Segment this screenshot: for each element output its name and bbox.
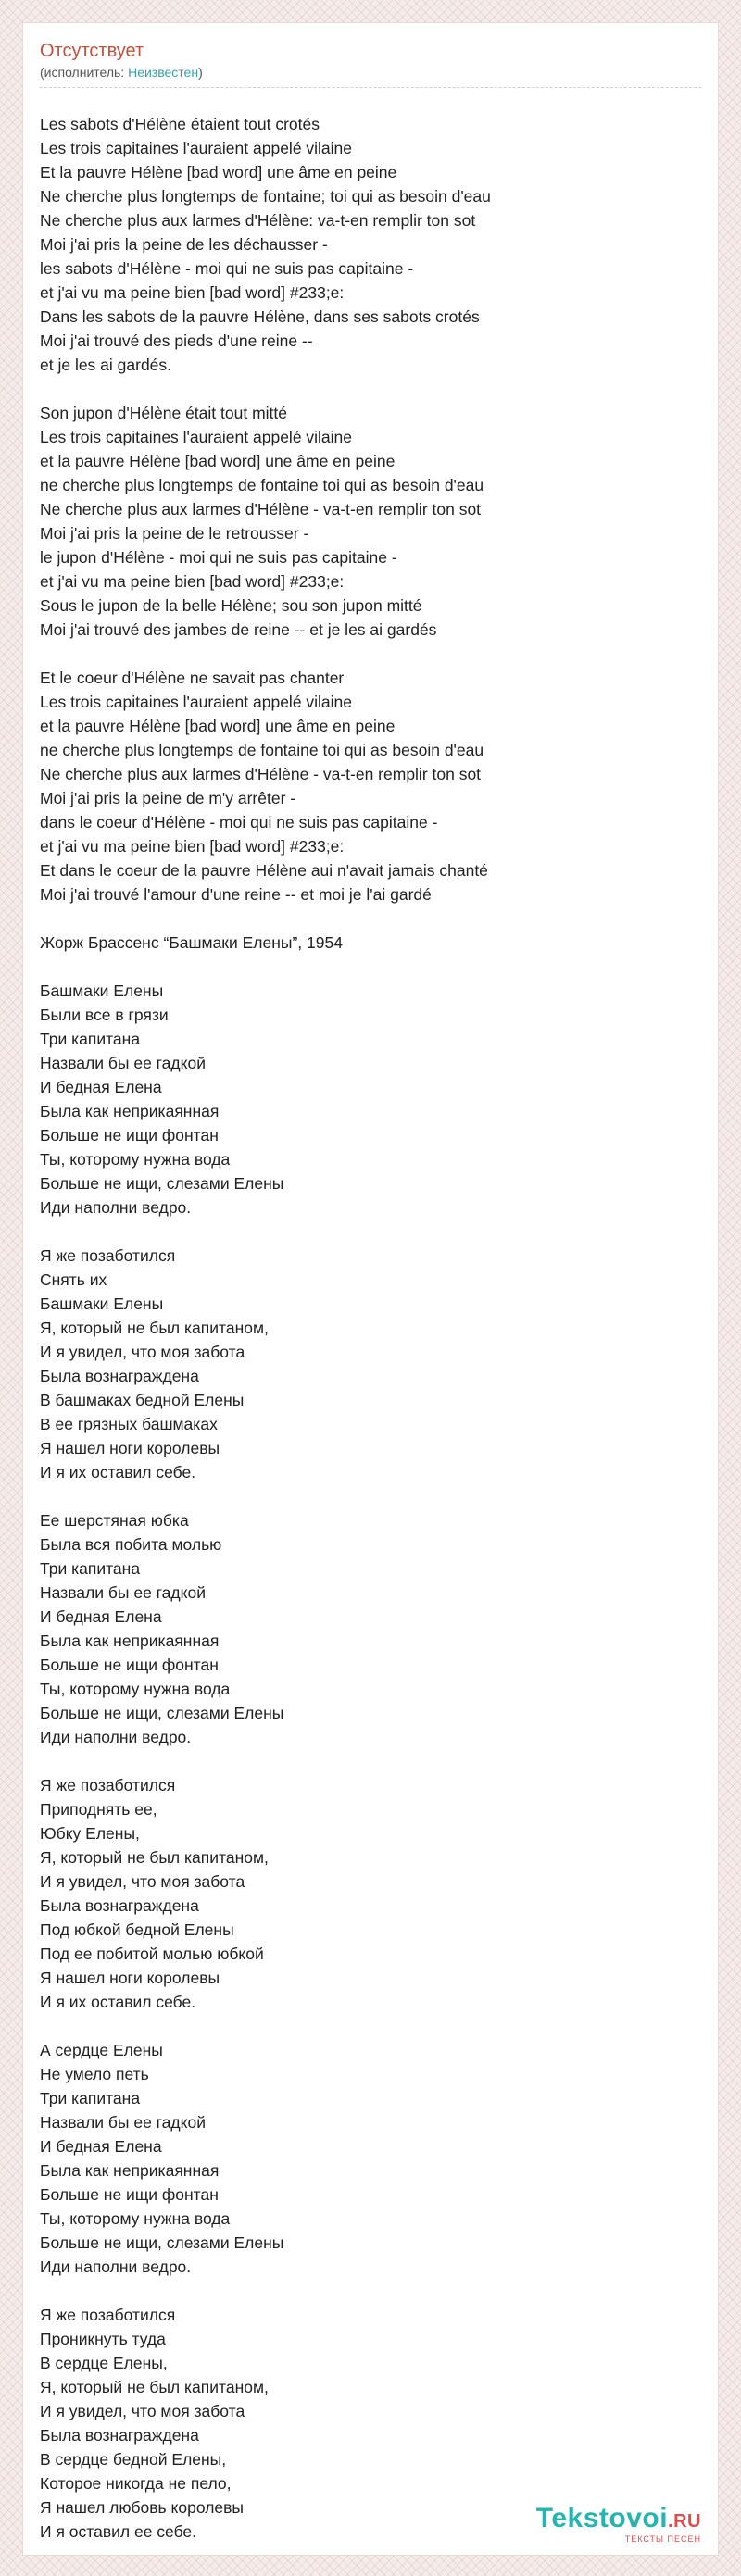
lyric-line: И я увидел, что моя забота bbox=[40, 1343, 245, 1361]
lyric-line: Ты, которому нужна вода bbox=[40, 1680, 231, 1698]
lyric-line: Ne cherche plus aux larmes d'Hélène - va-t-en remplir ton sot bbox=[40, 500, 482, 519]
stanza bbox=[40, 931, 703, 955]
lyric-line: Три капитана bbox=[40, 1030, 141, 1048]
artist-link[interactable]: Неизвестен bbox=[128, 65, 199, 80]
lyric-line: Я, который не был капитаном, bbox=[40, 1319, 269, 1337]
lyric-line: Ее шерстяная юбка bbox=[40, 1511, 189, 1530]
lyric-line: Les trois capitaines l'auraient appelé vilaine bbox=[40, 693, 353, 711]
lyric-line: Больше не ищи фонтан bbox=[40, 1656, 219, 1674]
logo-wordmark bbox=[536, 2504, 701, 2536]
header-divider bbox=[40, 87, 701, 88]
stanza bbox=[40, 979, 703, 1219]
lyric-line: et j'ai vu ma peine bien [bad word] #233;e: bbox=[40, 837, 345, 856]
lyric-line: В сердце Елены, bbox=[40, 2354, 168, 2372]
lyric-line: Была как неприкаянная bbox=[40, 1632, 220, 1650]
lyric-line: Больше не ищи фонтан bbox=[40, 1126, 219, 1144]
lyric-line: И я их оставил себе. bbox=[40, 1993, 196, 2011]
artist-prefix: (исполнитель: bbox=[40, 65, 129, 80]
stanza bbox=[40, 666, 703, 907]
lyric-line: Не умело петь bbox=[40, 2065, 149, 2083]
lyric-line: les sabots d'Hélène - moi qui ne suis pas capitaine - bbox=[40, 259, 414, 278]
lyric-line: Иди наполни ведро. bbox=[40, 1728, 192, 1746]
lyric-line: Была вознаграждена bbox=[40, 2426, 199, 2445]
lyrics-body bbox=[40, 112, 703, 2544]
lyric-line: В сердце бедной Елены, bbox=[40, 2450, 227, 2469]
stanza bbox=[40, 2038, 703, 2279]
lyric-line: Moi j'ai pris la peine de les déchausser - bbox=[40, 235, 328, 254]
lyric-line: Les trois capitaines l'auraient appelé vilaine bbox=[40, 428, 353, 446]
artist-suffix: ) bbox=[198, 65, 203, 80]
artist-line bbox=[40, 64, 701, 81]
lyric-line: Moi j'ai pris la peine de le retrousser - bbox=[40, 524, 309, 543]
lyric-line: Et dans le coeur de la pauvre Hélène aui n'avait jamais chanté bbox=[40, 861, 488, 880]
lyric-line: Ты, которому нужна вода bbox=[40, 1150, 231, 1169]
lyrics-card bbox=[22, 22, 719, 2556]
lyric-line: Была вознаграждена bbox=[40, 1367, 199, 1385]
lyric-line: Башмаки Елены bbox=[40, 1294, 164, 1313]
lyric-line: Приподнять ее, bbox=[40, 1800, 157, 1819]
lyric-line: И бедная Елена bbox=[40, 1607, 162, 1626]
lyric-line: Под ее побитой молью юбкой bbox=[40, 1945, 264, 1963]
lyric-line: Я нашел любовь королевы bbox=[40, 2498, 245, 2517]
lyric-line: Ne cherche plus aux larmes d'Hélène - va-t-en remplir ton sot bbox=[40, 765, 482, 783]
lyric-line: Dans les sabots de la pauvre Hélène, dans ses sabots crotés bbox=[40, 307, 480, 326]
logo-tld: .RU bbox=[668, 2511, 701, 2532]
logo-tagline: ТЕКСТЫ ПЕСЕН bbox=[624, 2534, 701, 2544]
lyric-line: Sous le jupon de la belle Hélène; sou son jupon mitté bbox=[40, 596, 422, 615]
lyric-line: Башмаки Елены bbox=[40, 982, 164, 1000]
lyric-line: Son jupon d'Hélène était tout mitté bbox=[40, 404, 287, 422]
lyric-line: Я, который не был капитаном, bbox=[40, 2378, 269, 2396]
lyric-line: Была вся побита молью bbox=[40, 1535, 222, 1554]
lyric-line: et la pauvre Hélène [bad word] une âme en peine bbox=[40, 452, 396, 470]
lyric-line: В ее грязных башмаках bbox=[40, 1415, 218, 1433]
lyric-line: Проникнуть туда bbox=[40, 2330, 166, 2348]
lyric-line: Была вознаграждена bbox=[40, 1896, 199, 1915]
lyric-line: И бедная Елена bbox=[40, 1078, 162, 1096]
lyric-line: et j'ai vu ma peine bien [bad word] #233;e: bbox=[40, 283, 345, 302]
lyric-line: Moi j'ai trouvé des jambes de reine -- et je les ai gardés bbox=[40, 620, 437, 639]
lyric-line: Ne cherche plus aux larmes d'Hélène: va-t-en remplir ton sot bbox=[40, 211, 476, 230]
lyric-line: Больше не ищи, слезами Елены bbox=[40, 1704, 284, 1722]
lyric-line: Жорж Брассенс “Башмаки Елены”, 1954 bbox=[40, 933, 343, 952]
lyric-line: Я, который не был капитаном, bbox=[40, 1848, 269, 1867]
lyric-line: Была как неприкаянная bbox=[40, 1102, 220, 1120]
lyric-line: Moi j'ai pris la peine de m'y arrêter - bbox=[40, 789, 296, 807]
lyric-line: Les sabots d'Hélène étaient tout crotés bbox=[40, 115, 320, 133]
stanza bbox=[40, 112, 703, 377]
lyric-line: И я увидел, что моя забота bbox=[40, 2402, 245, 2420]
song-header bbox=[40, 40, 701, 88]
lyric-line: Назвали бы ее гадкой bbox=[40, 2113, 206, 2132]
lyric-line: Moi j'ai trouvé l'amour d'une reine -- et moi je l'ai gardé bbox=[40, 885, 432, 904]
lyric-line: Была как неприкаянная bbox=[40, 2161, 220, 2180]
lyric-line: Я нашел ноги королевы bbox=[40, 1439, 220, 1457]
lyric-line: Moi j'ai trouvé des pieds d'une reine -- bbox=[40, 331, 313, 350]
lyric-line: Ты, которому нужна вода bbox=[40, 2209, 231, 2228]
lyric-line: Больше не ищи, слезами Елены bbox=[40, 1174, 284, 1193]
lyric-line: Ne cherche plus longtemps de fontaine; toi qui as besoin d'eau bbox=[40, 187, 491, 206]
lyric-line: Я же позаботился bbox=[40, 1246, 176, 1265]
stanza bbox=[40, 1773, 703, 2014]
lyric-line: В башмаках бедной Елены bbox=[40, 1391, 245, 1409]
lyric-line: Снять их bbox=[40, 1270, 107, 1289]
lyric-line: Были все в грязи bbox=[40, 1006, 169, 1024]
lyric-line: et je les ai gardés. bbox=[40, 356, 172, 374]
song-title: Отсутствует bbox=[40, 41, 144, 61]
lyric-line: ne cherche plus longtemps de fontaine toi qui as besoin d'eau bbox=[40, 476, 484, 494]
lyric-line: А сердце Елены bbox=[40, 2041, 163, 2059]
lyric-line: Под юбкой бедной Елены bbox=[40, 1920, 234, 1939]
lyric-line: et la pauvre Hélène [bad word] une âme en peine bbox=[40, 717, 396, 735]
lyric-line: И я оставил ее себе. bbox=[40, 2522, 196, 2541]
lyric-line: Иди наполни ведро. bbox=[40, 2257, 192, 2276]
lyric-line: Я же позаботился bbox=[40, 2306, 176, 2324]
lyric-line: Юбку Елены, bbox=[40, 1824, 140, 1843]
lyric-line: Три капитана bbox=[40, 1559, 141, 1578]
lyric-line: Et le coeur d'Hélène ne savait pas chanter bbox=[40, 669, 345, 687]
stanza bbox=[40, 401, 703, 642]
lyric-line: Назвали бы ее гадкой bbox=[40, 1054, 206, 1072]
lyric-line: Назвали бы ее гадкой bbox=[40, 1583, 206, 1602]
logo-name: Tekstovoi bbox=[535, 2503, 669, 2533]
lyric-line: Et la pauvre Hélène [bad word] une âme en peine bbox=[40, 163, 397, 181]
lyric-line: И я увидел, что моя забота bbox=[40, 1872, 245, 1891]
lyric-line: И я их оставил себе. bbox=[40, 1463, 196, 1482]
lyric-line: Больше не ищи фонтан bbox=[40, 2185, 219, 2204]
stanza bbox=[40, 1508, 703, 1749]
lyric-line: Я же позаботился bbox=[40, 1776, 176, 1794]
lyric-line: Больше не ищи, слезами Елены bbox=[40, 2233, 284, 2252]
lyric-line: dans le coeur d'Hélène - moi qui ne suis pas capitaine - bbox=[40, 813, 438, 832]
lyric-line: et j'ai vu ma peine bien [bad word] #233;e: bbox=[40, 572, 345, 591]
stanza bbox=[40, 1244, 703, 1484]
lyric-line: le jupon d'Hélène - moi qui ne suis pas capitaine - bbox=[40, 548, 397, 567]
lyric-line: Иди наполни ведро. bbox=[40, 1198, 192, 1217]
site-logo[interactable] bbox=[536, 2504, 701, 2544]
lyric-line: И бедная Елена bbox=[40, 2137, 162, 2156]
lyric-line: Я нашел ноги королевы bbox=[40, 1969, 220, 1987]
lyric-line: Которое никогда не пело, bbox=[40, 2474, 232, 2493]
lyric-line: Les trois capitaines l'auraient appelé vilaine bbox=[40, 139, 353, 157]
lyric-line: Три капитана bbox=[40, 2089, 141, 2107]
lyric-line: ne cherche plus longtemps de fontaine toi qui as besoin d'eau bbox=[40, 741, 484, 759]
